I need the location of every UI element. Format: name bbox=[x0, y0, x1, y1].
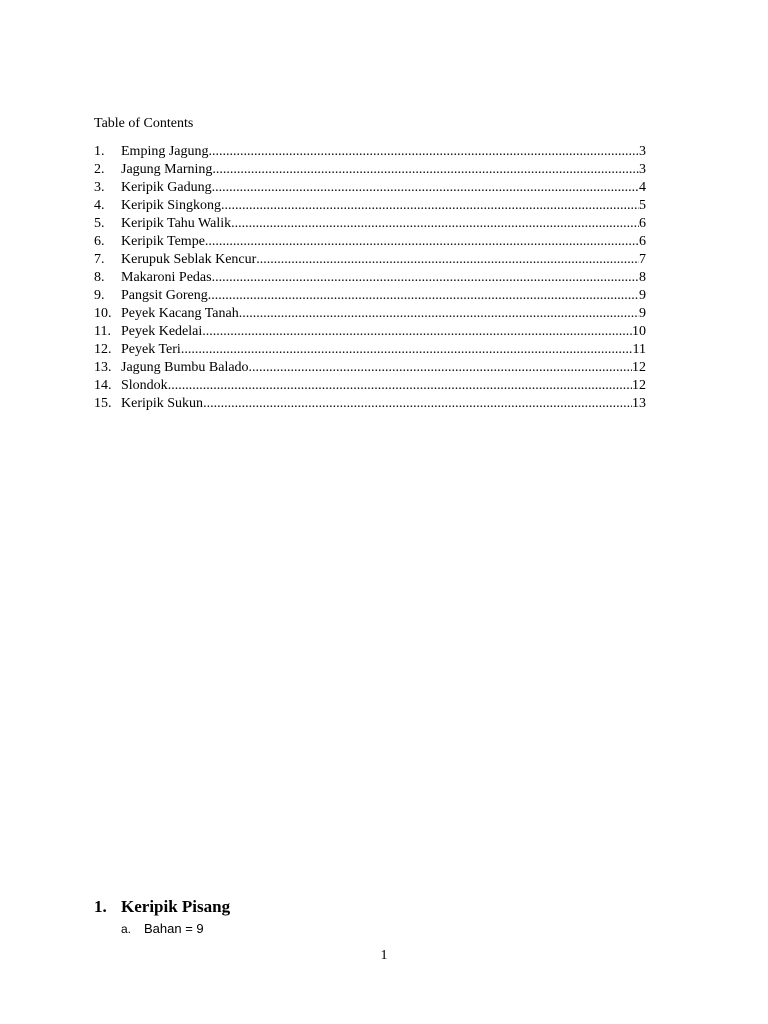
toc-dot-leader bbox=[202, 323, 632, 341]
sub-item-text: Bahan = 9 bbox=[144, 921, 204, 936]
toc-entry-page: 12 bbox=[632, 378, 646, 393]
toc-entry-title: Kerupuk Seblak Kencur bbox=[121, 252, 257, 267]
toc-entry-page: 13 bbox=[632, 396, 646, 411]
toc-entry[interactable] bbox=[94, 395, 646, 413]
toc-dot-leader bbox=[208, 287, 639, 305]
toc-entry-number: 14. bbox=[94, 378, 112, 393]
toc-entry-title: Jagung Marning bbox=[121, 162, 213, 177]
section-heading bbox=[94, 896, 230, 918]
toc-dot-leader bbox=[168, 377, 632, 395]
toc-entry-page: 11 bbox=[632, 342, 646, 357]
toc-entry[interactable] bbox=[94, 377, 646, 395]
toc-entry-page: 3 bbox=[639, 162, 646, 177]
toc-entry-title: Pangsit Goreng bbox=[121, 288, 208, 303]
section-number: 1. bbox=[94, 897, 107, 916]
toc-dot-leader bbox=[212, 179, 639, 197]
toc-entry-page: 3 bbox=[639, 144, 646, 159]
toc-entry-page: 6 bbox=[639, 216, 646, 231]
toc-entry-page: 5 bbox=[639, 198, 646, 213]
section-title: Keripik Pisang bbox=[121, 897, 231, 916]
toc-entry-title: Jagung Bumbu Balado bbox=[121, 360, 249, 375]
toc-entry-number: 6. bbox=[94, 234, 105, 249]
toc-dot-leader bbox=[212, 269, 639, 287]
toc-entry-title: Emping Jagung bbox=[121, 144, 209, 159]
toc-entry-title: Keripik Tahu Walik bbox=[121, 216, 232, 231]
toc-dot-leader bbox=[181, 341, 633, 359]
toc-entry-title: Peyek Teri bbox=[121, 342, 181, 357]
toc-dot-leader bbox=[212, 161, 639, 179]
toc-entry[interactable] bbox=[94, 161, 646, 179]
toc-entry[interactable] bbox=[94, 143, 646, 161]
toc-entry[interactable] bbox=[94, 179, 646, 197]
toc-dot-leader bbox=[249, 359, 632, 377]
toc-entry[interactable] bbox=[94, 287, 646, 305]
toc-dot-leader bbox=[203, 395, 632, 413]
toc-entry-number: 8. bbox=[94, 270, 105, 285]
toc-entry[interactable] bbox=[94, 215, 646, 233]
toc-entry-page: 9 bbox=[639, 288, 646, 303]
sub-item bbox=[121, 920, 204, 938]
toc-dot-leader bbox=[205, 233, 639, 251]
toc-dot-leader bbox=[231, 215, 639, 233]
toc-entry-page: 4 bbox=[639, 180, 646, 195]
toc-entry-number: 13. bbox=[94, 360, 112, 375]
toc-entry-number: 3. bbox=[94, 180, 105, 195]
toc-entry-title: Keripik Sukun bbox=[121, 396, 204, 411]
page-number: 1 bbox=[380, 948, 388, 963]
sub-item-letter: a. bbox=[121, 922, 132, 936]
toc-entry-number: 5. bbox=[94, 216, 105, 231]
toc-entry-number: 2. bbox=[94, 162, 105, 177]
toc-entry-title: Peyek Kacang Tanah bbox=[121, 306, 239, 321]
toc-dot-leader bbox=[256, 251, 639, 269]
toc-entry[interactable] bbox=[94, 305, 646, 323]
toc-entry[interactable] bbox=[94, 359, 646, 377]
toc-entry-number: 9. bbox=[94, 288, 105, 303]
toc-entry-title: Keripik Gadung bbox=[121, 180, 212, 195]
toc-entry-number: 7. bbox=[94, 252, 105, 267]
toc-entry-number: 15. bbox=[94, 396, 112, 411]
toc-entry-title: Keripik Singkong bbox=[121, 198, 221, 213]
toc-entry[interactable] bbox=[94, 341, 646, 359]
toc-entry[interactable] bbox=[94, 197, 646, 215]
toc-entry-page: 7 bbox=[639, 252, 646, 267]
toc-entry-page: 9 bbox=[639, 306, 646, 321]
toc-entry-number: 11. bbox=[94, 324, 111, 339]
toc-entry-title: Keripik Tempe bbox=[121, 234, 205, 249]
toc-entry-page: 8 bbox=[639, 270, 646, 285]
toc-entry[interactable] bbox=[94, 251, 646, 269]
toc-entry-number: 4. bbox=[94, 198, 105, 213]
toc-entry-number: 10. bbox=[94, 306, 112, 321]
toc-entry[interactable] bbox=[94, 233, 646, 251]
toc-entry-page: 10 bbox=[632, 324, 646, 339]
toc-entry[interactable] bbox=[94, 323, 646, 341]
toc-dot-leader bbox=[209, 143, 640, 161]
toc-title: Table of Contents bbox=[94, 116, 194, 131]
toc-entry-title: Makaroni Pedas bbox=[121, 270, 212, 285]
toc-dot-leader bbox=[239, 305, 639, 323]
toc-entry[interactable] bbox=[94, 269, 646, 287]
toc-list bbox=[94, 143, 646, 413]
toc-entry-title: Slondok bbox=[121, 378, 168, 393]
toc-entry-number: 12. bbox=[94, 342, 112, 357]
toc-entry-number: 1. bbox=[94, 144, 105, 159]
toc-entry-page: 6 bbox=[639, 234, 646, 249]
toc-entry-page: 12 bbox=[632, 360, 646, 375]
toc-entry-title: Peyek Kedelai bbox=[121, 324, 203, 339]
toc-dot-leader bbox=[221, 197, 639, 215]
